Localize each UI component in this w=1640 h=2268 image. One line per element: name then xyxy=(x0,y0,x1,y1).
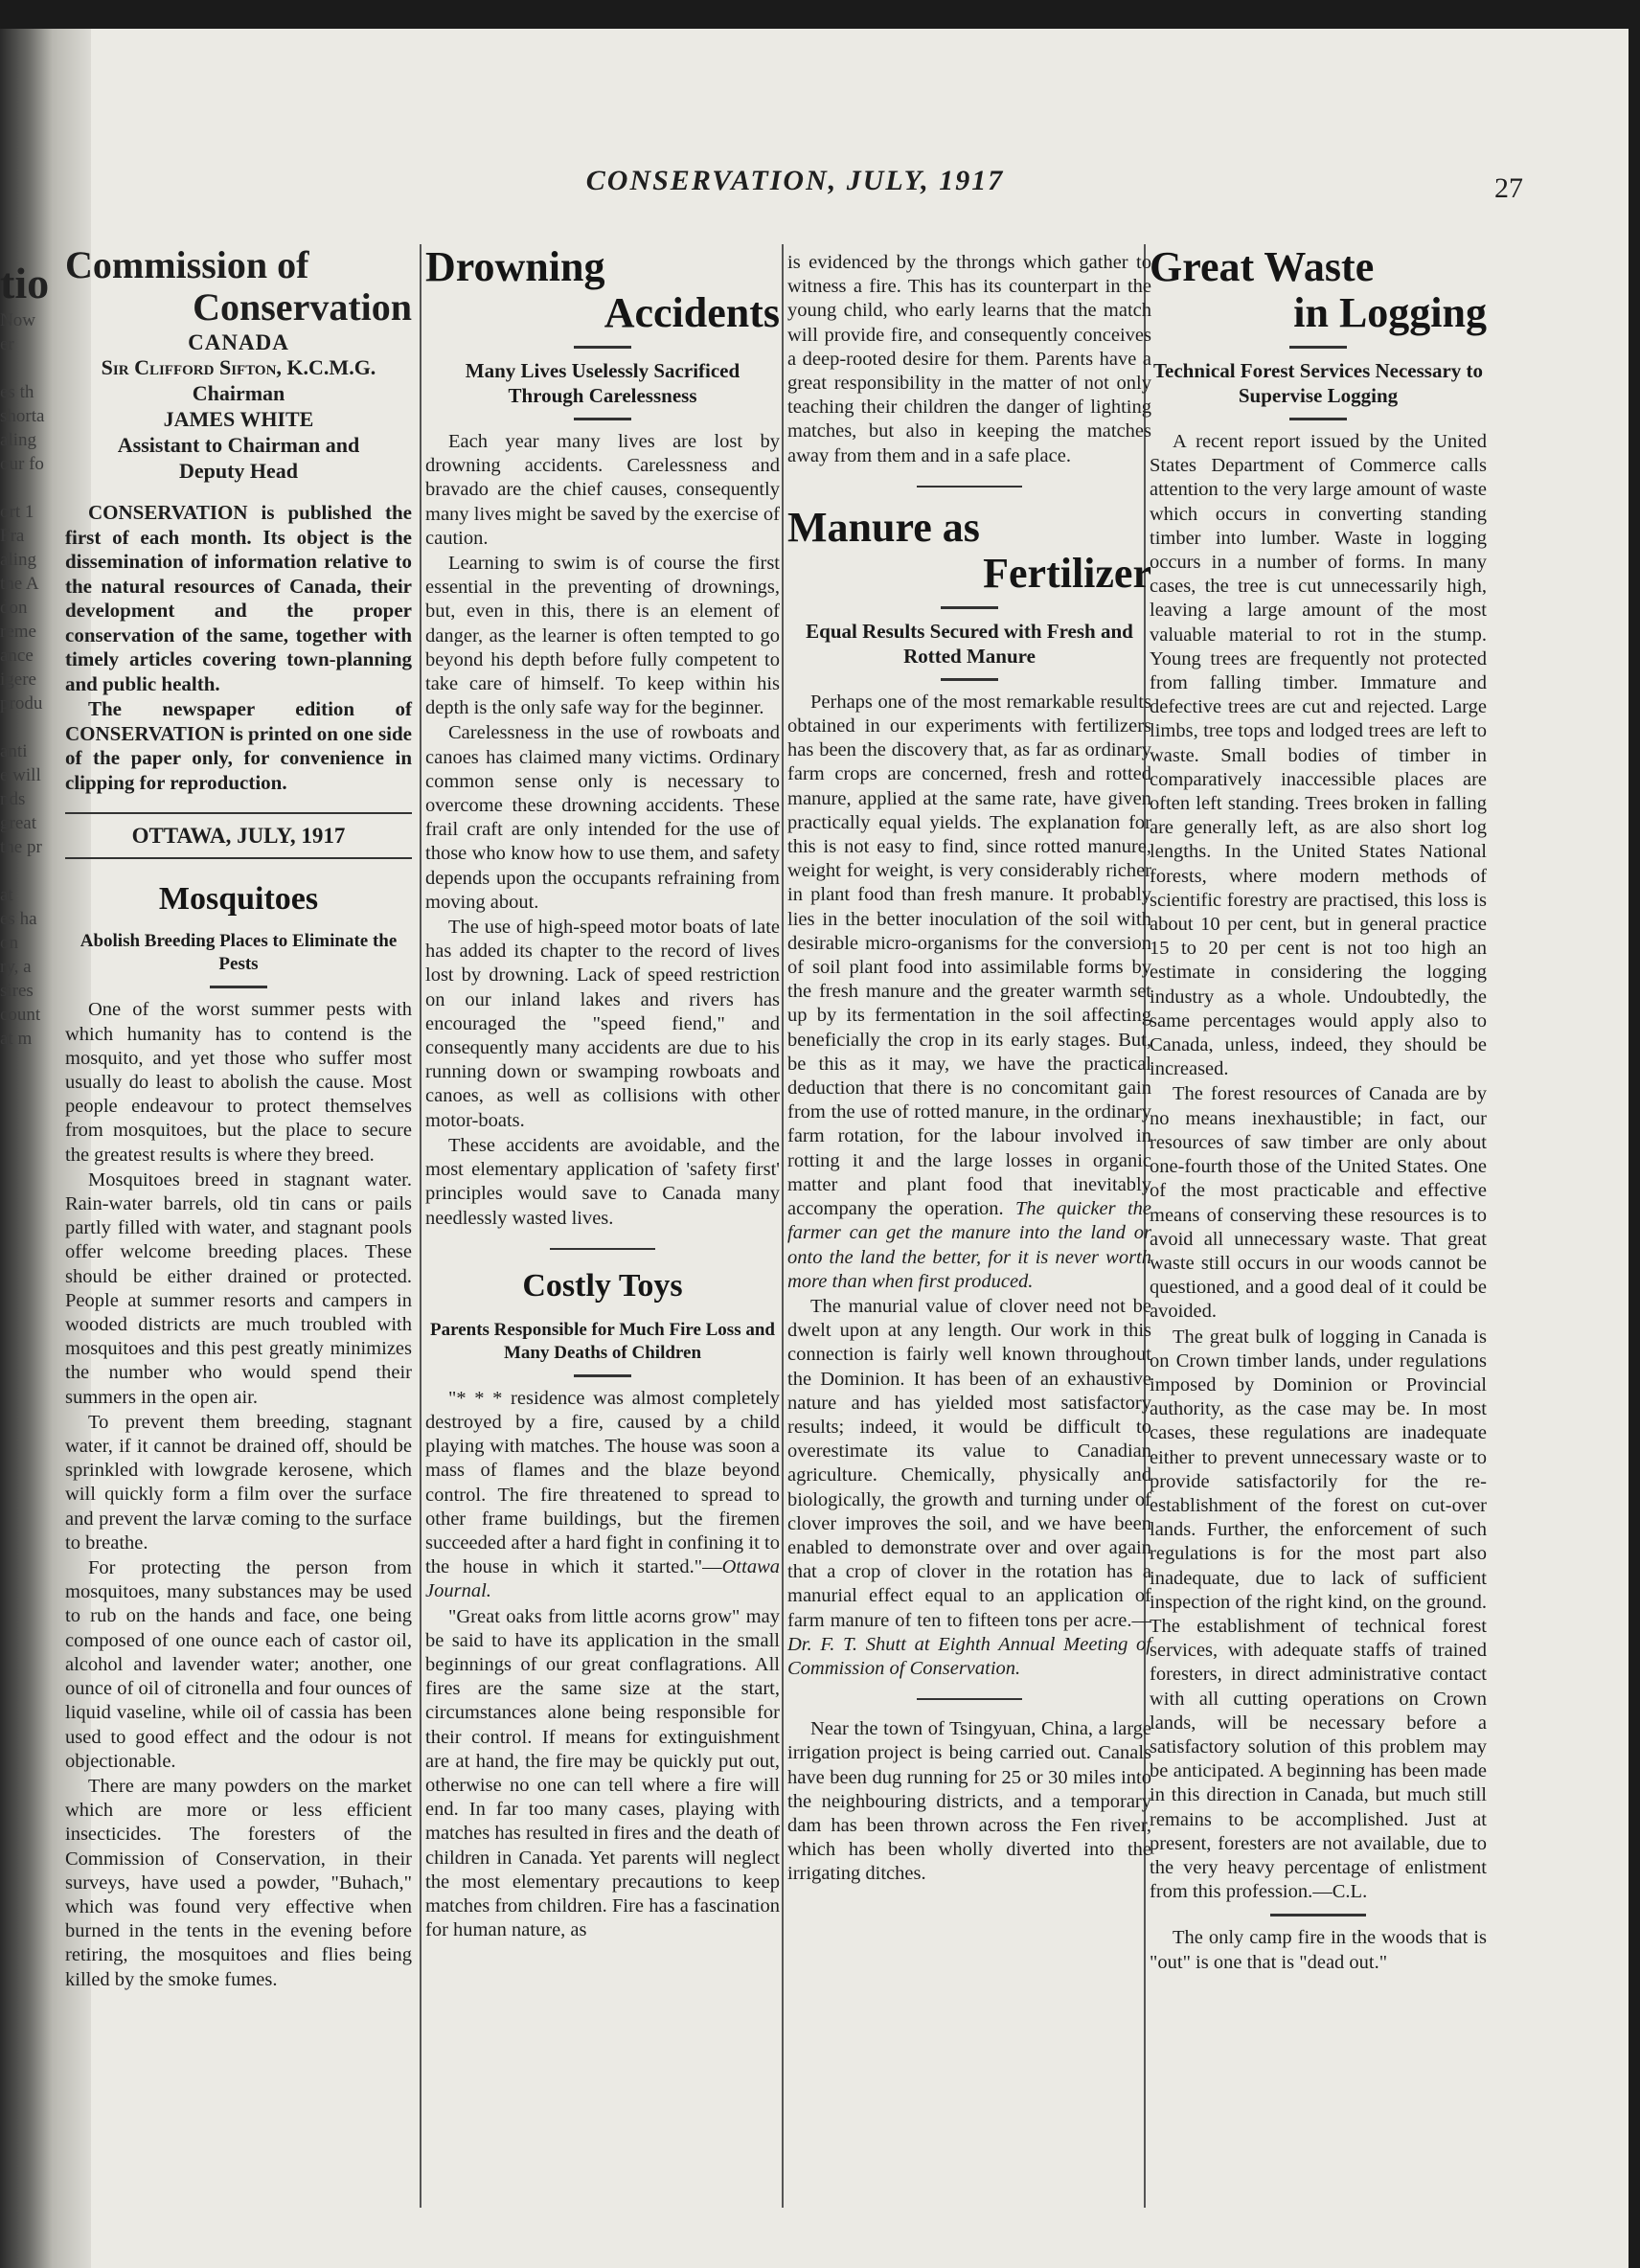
facing-page-fragment-line: aling xyxy=(0,550,36,570)
facing-page-fragment-line: our fo xyxy=(0,454,44,474)
section-dash xyxy=(574,1374,631,1377)
drowning-paragraph: Learning to swim is of course the first essential in the preventing of drownings, but, even in this, there is an element of danger, as the learner is often tempted to go beyond his depth before fully competent to take care of himself. To keep within his depth is the only safe way for the beginner. xyxy=(425,553,780,719)
manure-subheadline: Equal Results Secured with Fresh and Rotted Manure xyxy=(806,619,1133,668)
drowning-article-body xyxy=(425,430,780,1231)
facing-page-fragment-line: anti xyxy=(0,741,28,761)
logging-article-body xyxy=(1150,430,1487,1904)
chairman-name: Sir Clifford Sifton, K.C.M.G. xyxy=(101,355,376,380)
toys-headline: Costly Toys xyxy=(522,1267,683,1304)
facing-page-fragment-line: count xyxy=(0,1005,41,1025)
facing-page-fragment-line xyxy=(0,859,50,883)
drowning-headline-line-1: Drowning xyxy=(425,243,605,290)
facing-page-fragment-line xyxy=(0,356,50,380)
masthead-country: CANADA xyxy=(188,330,289,354)
column-1 xyxy=(65,244,412,1992)
facing-page-fragment-line: es ha xyxy=(0,909,37,929)
section-dash xyxy=(210,986,267,988)
drowning-subheadline: Many Lives Uselessly Sacrificed Through Carelessness xyxy=(465,359,740,407)
manure-paragraph-2: The manurial value of clover need not be dwelt upon at any length. Our work in this connection is fairly well known throughout the Dominion. It has been of an exhaustive nature and has yielded most satisfactory results; indeed, it would be difficult to overestimate its value to Canadian agriculture. Chemically, physically and biologically, the growth and turning under of clover improves the soil, and we have been enabled to demonstrate over and over again that a crop of clover in the rotation has a manurial effect equal to an application of farm manure of ten to fifteen tons per acre.—Dr. F. T. Shutt at Eighth Annual Meeting of Commission of Conservation. xyxy=(787,1295,1151,1679)
manure-italic-conclusion: The quicker the farmer can get the manure into the land or onto the land the better, for it is never worth more than when first produced. xyxy=(787,1198,1151,1292)
column-rule xyxy=(420,244,421,2208)
facing-page-fragment-heading: tio xyxy=(0,259,50,307)
masthead xyxy=(65,244,412,859)
mosquitoes-paragraph: For protecting the person from mosquitoes, many substances may be used to rub on the hands and face, one being composed of one ounce each of castor oil, alcohol and lavender water; another, one ounce of oil of citronella and four ounces of liquid vaseline, while oil of cassia has been used to good effect and the odour is not objectionable. xyxy=(65,1557,412,1772)
logging-paragraph: A recent report issued by the United States Department of Commerce calls attention to the very large amount of waste which occurs in converting standing timber into lumber. Waste in logging occurs in a number of forms. In many cases, the tree is cut unnecessarily high, leaving a large amount of the most valuable material to rot in the stump. Young trees are frequently not protected from falling timber. Immature and defective trees are cut and rejected. Large limbs, tree tops and lodged trees are left to waste. Small bodies of timber in comparatively inaccessible places are often left standing. Trees broken in falling are generally left, as are also short log lengths. In the United States National forests, where modern methods of scientific forestry are practised, this loss is about 10 per cent, but in general practice 15 to 20 per cent is not too high an estimate in considering the logging industry as a whole. Undoubtedly, the same percentages would apply also to Canada, unless, indeed, they should be increased. xyxy=(1150,431,1487,1080)
page-number: 27 xyxy=(1494,172,1523,204)
campfire-note: The only camp fire in the woods that is "out" is one that is "dead out." xyxy=(1150,1927,1487,1973)
logging-headline-line-2: in Logging xyxy=(1293,289,1487,336)
logging-subheadline: Technical Forest Services Necessary to Supervise Logging xyxy=(1152,359,1484,407)
manure-headline-line-2: Fertilizer xyxy=(983,549,1151,597)
facing-page-fragment-line: es th xyxy=(0,382,34,402)
section-divider xyxy=(917,486,1022,488)
china-irrigation-note: Near the town of Tsingyuan, China, a large irrigation project is being carried out. Canals have been dug running for 25 or 30 miles into the neighbouring districts, and a temporary dam has been thrown across the Fen river, which has been wholly diverted into the irrigating ditches. xyxy=(787,1718,1151,1885)
newspaper-edition-note: The newspaper edition of CONSERVATION is printed on one side of the paper only, for convenience in clipping for reproduction. xyxy=(65,697,412,794)
facing-page-fragment-line: ance xyxy=(0,646,34,666)
facing-page-edge xyxy=(0,259,50,1051)
column-2 xyxy=(425,244,780,1942)
section-divider xyxy=(550,1248,655,1250)
mosquitoes-article-body xyxy=(65,998,412,1991)
newspaper-page xyxy=(0,29,1629,2268)
manure-paragraph-1: Perhaps one of the most remarkable results obtained in our experiments with fertilizers has been the discovery that, as far as ordinary farm crops are concerned, fresh and rotted manure, applied at the same rate, have given practically equal yields. The explanation for this is not easy to find, since rotted manure, weight for weight, is very considerably richer in plant food than fresh manure. It probably lies in the better inoculation of the soil with desirable micro-organisms for the conversion of soil plant food into assimilable forms by the fresh manure and the greater warmth set up by its fermentation in the soil affecting beneficially the crop in its early stages. But, be this as it may, we have the practical deduction that there is no concomitant gain from the use of rotted manure, in the ordinary farm rotation, for the labour involved in rotting it and the large losses in organic matter and plant food that inevitably accompany the operation. The quicker the farmer can get the manure into the land or onto the land the better, for it is never worth more than when first produced. xyxy=(787,691,1151,1292)
facing-page-fragment-line: Now xyxy=(0,310,35,330)
drowning-headline-line-2: Accidents xyxy=(604,289,780,336)
running-title: CONSERVATION, JULY, 1917 xyxy=(585,165,1005,196)
drowning-paragraph: The use of high-speed motor boats of late has added its chapter to the record of lives lost by drowning. Lack of speed restriction on our inland lakes and rivers has encouraged the "speed fiend," and consequently many accidents are due to his running down or swamping rowboats and canoes, as well as collisions with other motor-boats. xyxy=(425,917,780,1131)
logging-paragraph: The forest resources of Canada are by no means inexhaustible; in fact, our resources of saw timber are only about one-fourth those of the United States. One of the most practicable and effective means of conserving these resources is to avoid all unnecessary waste. That great waste still occurs in our woods cannot be questioned, and a good deal of it could be avoided. xyxy=(1150,1083,1487,1323)
publication-statement: CONSERVATION is published the first of each month. Its object is the dissemination of information relative to the natural resources of Canada, their development and the proper conservation of the same, together with timely articles covering town-planning and public health. xyxy=(65,501,412,695)
facing-page-fragment-lines xyxy=(0,308,50,1051)
facing-page-fragment-line: don xyxy=(0,598,28,618)
assistant-title-line-2: Deputy Head xyxy=(178,459,299,484)
facing-page-fragment-line: e will xyxy=(0,765,41,785)
facing-page-fragment-line: reme xyxy=(0,622,36,642)
facing-page-fragment-line: shorta xyxy=(0,406,45,426)
facing-page-fragment-line: at m xyxy=(0,1029,33,1049)
mosquitoes-paragraph: One of the worst summer pests with which humanity has to contend is the mosquito, and yet those who suffer most usually do least to abolish the cause. Most people endeavour to protect themselves from mosquitoes, but the place to secure the greatest results is where they breed. xyxy=(65,999,412,1166)
drowning-paragraph: Carelessness in the use of rowboats and canoes has claimed many victims. Ordinary common sense only is necessary to overcome these drowning accidents. These frail craft are only intended for the use of those who know how to use them, and safety depends upon the occupants refraining from moving about. xyxy=(425,722,780,913)
masthead-title-line-2: Conservation xyxy=(193,285,412,329)
toys-paragraph-2: "Great oaks from little acorns grow" may be said to have its application in the small beginnings of our great conflagrations. All fires are the same size at the start, circumstances alone being responsible for their control. If means for extinguishment are at hand, the fire may be quickly put out, otherwise no one can tell where a fire will end. In far too many cases, playing with matches has resulted in fires and the death of children in Canada. Yet parents will neglect the most elementary precautions to keep matches from children. Fire has a fascination for human nature, as xyxy=(425,1605,780,1941)
logging-paragraph: The great bulk of logging in Canada is on Crown timber lands, under regulations imposed by Dominion or Provincial authority, as the case may be. In most cases, these regulations are inadequate either to prevent unnecessary waste or to provide satisfactorily for the re-establishment of the forest on cut-over lands. Further, the enforcement of such regulations is for the most part also inadequate, due to lack of sufficient inspection of the right kind, on the ground. The establishment of technical forest services, with adequate staffs of trained foresters, in direct administrative contact with all cutting operations on Crown lands, will be necessary before a satisfactory solution of this problem may be anticipated. A beginning has been made in this direction in Canada, but much still remains to be accomplished. Just at present, foresters are not available, due to the very heavy percentage of enlistment from this profession.—C.L. xyxy=(1150,1326,1487,1903)
section-dash xyxy=(941,678,998,681)
facing-page-fragment-line: nds xyxy=(0,789,26,809)
facing-page-fragment-line: great xyxy=(0,813,36,833)
facing-page-fragment-line: at xyxy=(0,885,13,905)
drowning-paragraph: Each year many lives are lost by drowning accidents. Carelessness and bravado are the chief causes, consequently many lives might be saved by the exercise of caution. xyxy=(425,431,780,549)
facing-page-fragment-line xyxy=(0,476,50,500)
facing-page-fragment-line: ort 1 xyxy=(0,502,34,522)
facing-page-fragment-line: on xyxy=(0,933,18,953)
mosquitoes-subheadline: Abolish Breeding Places to Eliminate the Pests xyxy=(80,931,398,975)
section-dash xyxy=(574,418,631,420)
toys-paragraph-2-continued: is evidenced by the throngs which gather to witness a fire. This has its counterpart in the young child, who early learns that the match will provide fire, and consequently conceives a deep-rooted desire for them. Parents have a great responsibility in the matter of not only teaching their children the danger of lighting matches, but also in keeping the matches away from them and in a safe place. xyxy=(787,252,1151,466)
mosquitoes-paragraph: There are many powders on the market which are more or less efficient insecticides. The foresters of the Commission of Conservation, in their surveys, have used a powder, "Buhach," which was found very effective when burned in the tents in the evening before retiring, the mosquitoes and flies being killed by the smoke fumes. xyxy=(65,1775,412,1990)
facing-page-fragment-line xyxy=(0,715,50,739)
column-4 xyxy=(1150,244,1487,1975)
mosquitoes-paragraph: Mosquitoes breed in stagnant water. Rain-water barrels, old tin cans or pails partly filled with water, and stagnant pools offer welcome breeding places. These should be either drained or protected. People at summer resorts and campers in wooded districts are much troubled with mosquitoes and this pest greatly minimizes the number who would spend their summers in the open air. xyxy=(65,1168,412,1408)
section-dash xyxy=(941,606,998,609)
manure-source: Dr. F. T. Shutt at Eighth Annual Meeting of Commission of Conservation. xyxy=(787,1633,1151,1679)
chairman-title: Chairman xyxy=(192,381,285,406)
facing-page-fragment-line: sires xyxy=(0,981,34,1001)
column-3 xyxy=(787,251,1151,1887)
section-divider xyxy=(917,1698,1022,1700)
facing-page-fragment-line: produ xyxy=(0,693,43,714)
facing-page-fragment-line: aling xyxy=(0,430,36,450)
section-dash xyxy=(1289,418,1347,420)
toys-quote-source: Ottawa Journal. xyxy=(425,1556,780,1602)
section-dash xyxy=(1289,346,1347,349)
drowning-paragraph: These accidents are avoidable, and the most elementary application of 'safety first' principles would save to Canada many needlessly wasted lives. xyxy=(425,1134,780,1229)
facing-page-fragment-line: Fra xyxy=(0,526,25,546)
section-dash xyxy=(574,346,631,349)
manure-headline-line-1: Manure as xyxy=(787,503,980,551)
section-dash xyxy=(1270,1914,1366,1916)
masthead-title-line-1: Commission of xyxy=(65,243,309,286)
facing-page-fragment-line: the pr xyxy=(0,837,42,857)
column-rule xyxy=(782,244,784,2208)
facing-page-fragment-line: ry, a xyxy=(0,957,32,977)
mosquitoes-headline: Mosquitoes xyxy=(158,881,319,918)
assistant-name: JAMES WHITE xyxy=(163,407,314,432)
facing-page-fragment-line: igere xyxy=(0,669,36,690)
toys-paragraph-1: "* * * residence was almost completely destroyed by a fire, caused by a child playing with matches. The house was soon a mass of flames and the blaze beyond control. The fire threatened to spread to other frame buildings, but the firemen succeeded after a hard fight in confining it to the house in which it started."—Ottawa Journal. xyxy=(425,1387,780,1602)
dateline: OTTAWA, JULY, 1917 xyxy=(65,812,412,859)
facing-page-fragment-line: er xyxy=(0,334,14,354)
facing-page-fragment-line: the A xyxy=(0,574,39,594)
toys-subheadline: Parents Responsible for Much Fire Loss and Many Deaths of Children xyxy=(430,1319,775,1363)
logging-headline-line-1: Great Waste xyxy=(1150,243,1375,290)
assistant-title-line-1: Assistant to Chairman and xyxy=(117,433,360,458)
mosquitoes-paragraph: To prevent them breeding, stagnant water, if it cannot be drained off, should be sprinkled with lowgrade kerosene, which will quickly form a film over the surface and prevent the larvæ coming to the surface to breathe. xyxy=(65,1411,412,1554)
